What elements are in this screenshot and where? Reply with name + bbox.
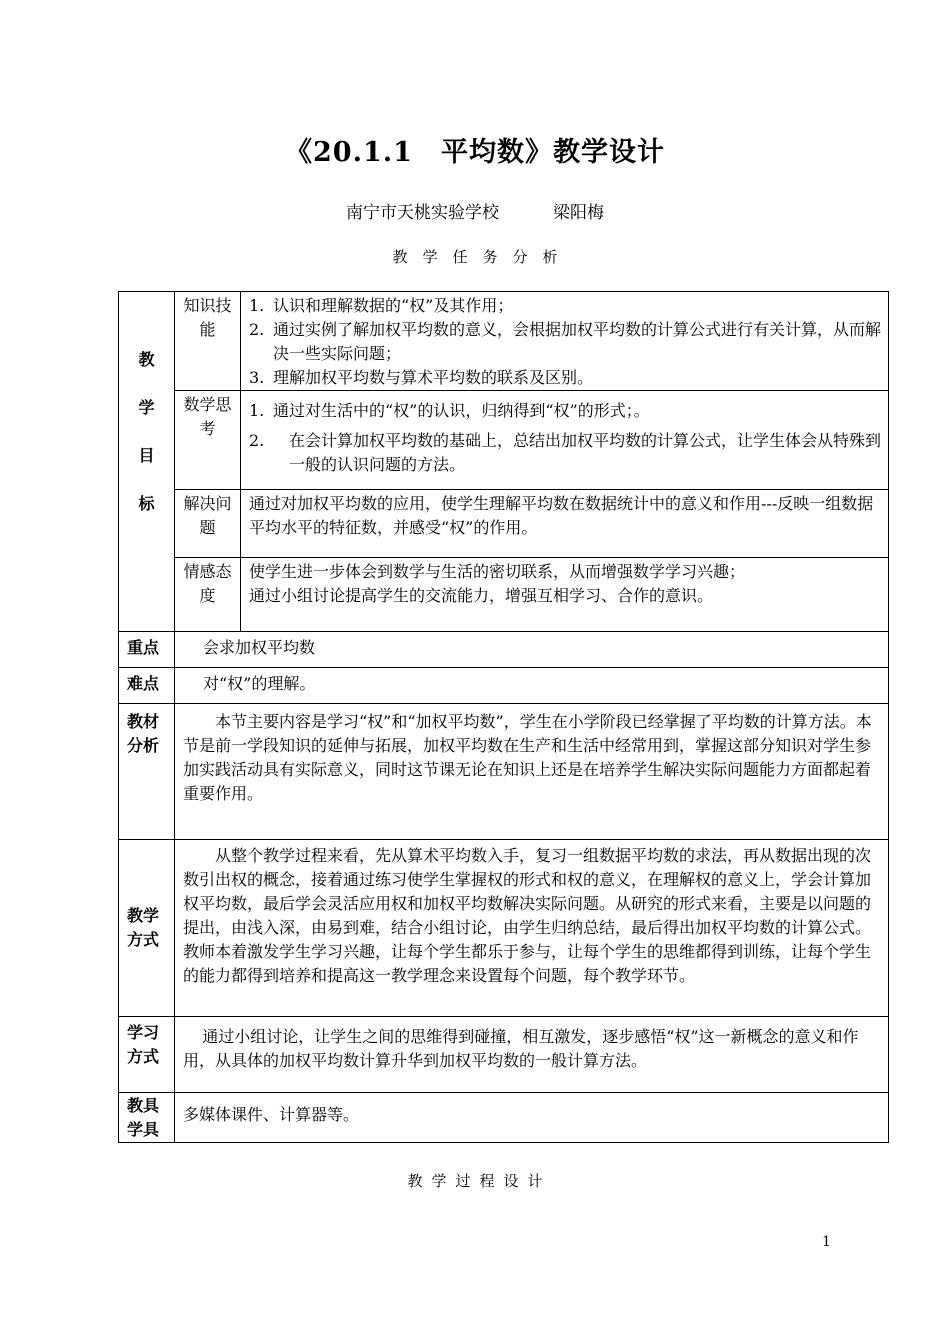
author-line bbox=[0, 198, 950, 223]
objectives-label-char: 学 bbox=[138, 398, 155, 417]
knowledge-content bbox=[241, 292, 889, 391]
objectives-label-char: 目 bbox=[138, 446, 155, 465]
key-point-row bbox=[119, 632, 889, 668]
section-heading-process-design: 教学过程设计 bbox=[407, 1172, 552, 1190]
lesson-design-table bbox=[118, 291, 889, 1143]
difficulty-content: 对“权”的理解。 bbox=[175, 668, 889, 704]
author-name: 梁阳梅 bbox=[553, 203, 604, 223]
material-analysis-row bbox=[119, 704, 889, 840]
learning-method-content: 通过小组讨论，让学生之间的思维得到碰撞，相互激发，逐步感悟“权”这一新概念的意义和作用，从具体的加权平均数计算升华到加权平均数的一般计算方法。 bbox=[175, 1017, 889, 1093]
math-thinking-content bbox=[241, 391, 889, 490]
emotion-line: 使学生进一步体会到数学与生活的密切联系，从而增强数学学习兴趣； bbox=[249, 562, 746, 581]
objectives-label bbox=[119, 292, 175, 632]
difficulty-label: 难点 bbox=[119, 668, 175, 704]
objectives-knowledge-row bbox=[119, 292, 889, 391]
document-title: 《20.1.1 平均数》教学设计 bbox=[285, 137, 665, 168]
emotion-line: 通过小组讨论提高学生的交流能力，增强互相学习、合作的意识。 bbox=[249, 586, 714, 605]
material-analysis-label: 教材分析 bbox=[119, 704, 175, 840]
list-item: 1. 通过对生活中的“权”的认识，归纳得到“权”的形式；。 bbox=[249, 401, 650, 420]
teaching-method-row bbox=[119, 840, 889, 1017]
teaching-method-content: 从整个教学过程来看，先从算术平均数入手，复习一组数据平均数的求法，再从数据出现的次数引出权的概念，接着通过练习使学生掌握权的形式和权的意义，在理解权的意义上，学会计算加权平均数，最后学会灵活应用权和加权平均数解决实际问题。从研究的形式来看，主要是以问题的提出，由浅入深，由易到难，结合小组讨论，由学生归纳总结，最后得出加权平均数的计算公式。教师本着激发学生学习兴趣，让每个学生都乐于参与，让每个学生的思维都得到训练，让每个学生的能力都得到培养和提高这一教学理念来设置每个问题，每个教学环节。 bbox=[175, 840, 889, 1017]
key-point-label: 重点 bbox=[119, 632, 175, 668]
objectives-math-thinking-row bbox=[119, 391, 889, 490]
key-point-content: 会求加权平均数 bbox=[175, 632, 889, 668]
emotion-label: 情感态度 bbox=[175, 558, 241, 632]
objectives-emotion-row bbox=[119, 558, 889, 632]
teaching-method-label: 教学方式 bbox=[119, 840, 175, 1017]
emotion-content bbox=[241, 558, 889, 632]
section-heading-task-analysis: 教学任务分析 bbox=[392, 248, 573, 266]
list-item: 3. 理解加权平均数与算术平均数的联系及区别。 bbox=[249, 368, 594, 387]
learning-method-label: 学习方式 bbox=[119, 1017, 175, 1093]
material-analysis-content: 本节主要内容是学习“权”和“加权平均数”，学生在小学阶段已经掌握了平均数的计算方法。本节是前一学段知识的延伸与拓展，加权平均数在生产和生活中经常用到，掌握这部分知识对学生参加实践活动具有实际意义，同时这节课无论在知识上还是在培养学生解决实际问题能力方面都起着重要作用。 bbox=[175, 704, 889, 840]
learning-method-row bbox=[119, 1017, 889, 1093]
problem-solving-content: 通过对加权平均数的应用，使学生理解平均数在数据统计中的意义和作用---反映一组数据平均水平的特征数，并感受“权”的作用。 bbox=[241, 490, 889, 558]
objectives-problem-solving-row bbox=[119, 490, 889, 558]
tools-label: 教具学具 bbox=[119, 1093, 175, 1143]
objectives-label-char: 标 bbox=[138, 494, 155, 513]
list-item: 2. 在会计算加权平均数的基础上，总结出加权平均数的计算公式，让学生体会从特殊到一般的认识问题的方法。 bbox=[249, 431, 882, 474]
list-item: 1. 认识和理解数据的“权”及其作用； bbox=[249, 296, 514, 315]
difficulty-row bbox=[119, 668, 889, 704]
tools-content: 多媒体课件、计算器等。 bbox=[175, 1093, 889, 1143]
objectives-label-char: 教 bbox=[138, 350, 155, 369]
problem-solving-label: 解决问题 bbox=[175, 490, 241, 558]
math-thinking-label: 数学思考 bbox=[175, 391, 241, 490]
tools-row bbox=[119, 1093, 889, 1143]
author-school: 南宁市天桃实验学校 bbox=[346, 203, 499, 223]
page-number: 1 bbox=[822, 1234, 831, 1250]
list-item: 2. 通过实例了解加权平均数的意义，会根据加权平均数的计算公式进行有关计算，从而解决一些实际问题； bbox=[249, 320, 882, 363]
knowledge-label: 知识技能 bbox=[175, 292, 241, 391]
